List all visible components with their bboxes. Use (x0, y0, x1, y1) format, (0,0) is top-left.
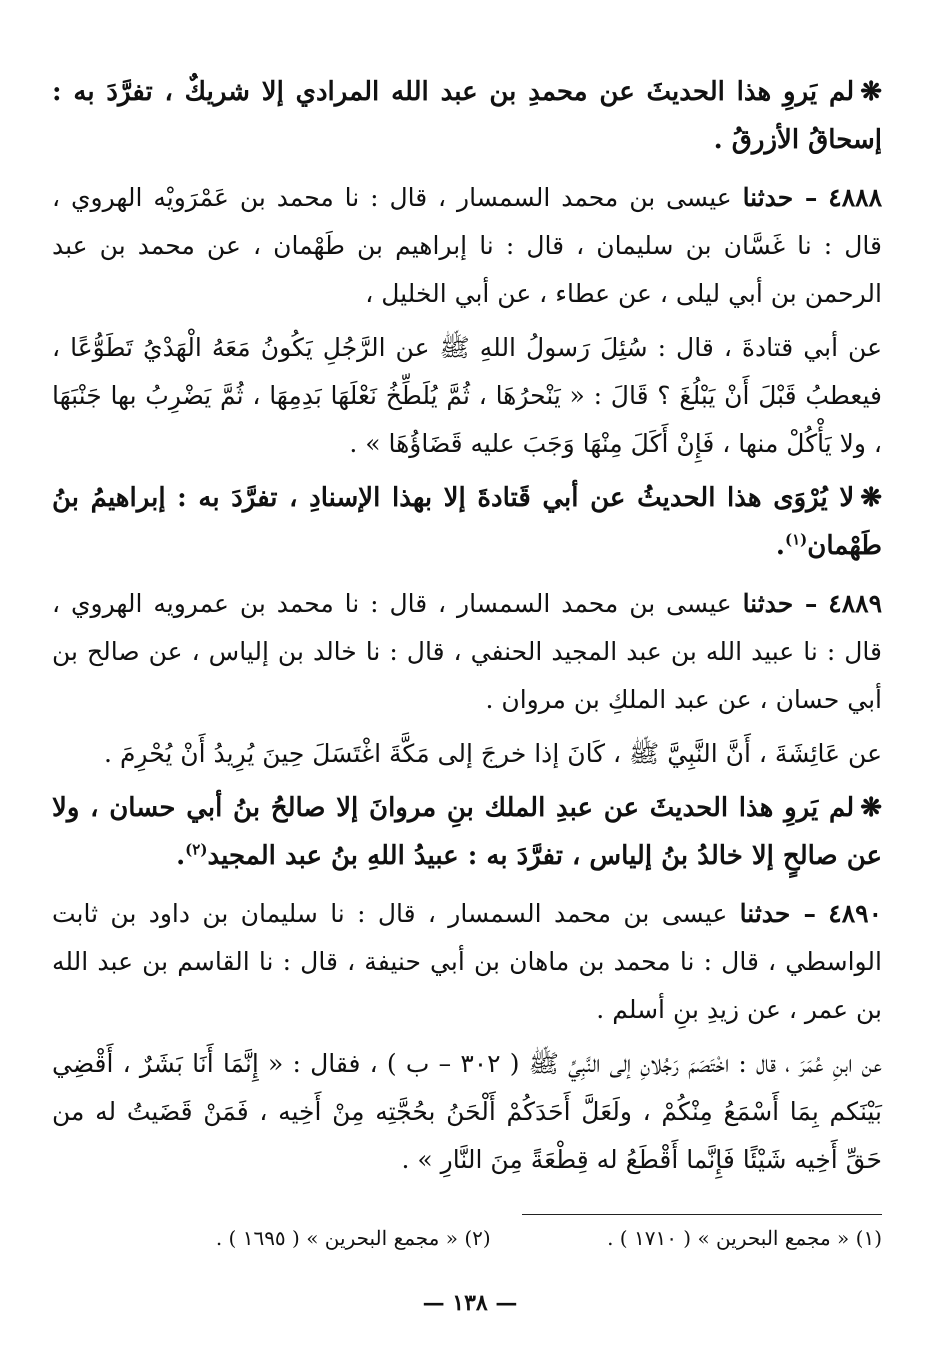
hadith-label: – حدثنا (742, 589, 818, 618)
page-number: — ١٣٨ — (422, 1290, 518, 1316)
footnote-number: (١) (855, 1226, 882, 1250)
matn-text: عن أبي قتادةَ ، قال : سُئِلَ رَسولُ اللهِ ﷺ عن الرَّجُلِ يَكُونُ مَعَهُ الْهَدْيُ تَطَوُّعًا ، فيعطبُ قَبْلَ أَنْ يَبْلُغَ ؟ قَالَ : « يَنْحرُهَا ، ثُمَّ يُلَطِّخُ نَعْلَهَا بَدِمِهَا ، ثُمَّ يَضْرِبُ بها جَنْبَهَا ، ولا يَأْكُلْ منها ، فَإِنْ أَكَلَ مِنْهَا وَجَبَ عليه قَضَاؤُهَا » . (52, 333, 882, 458)
star-icon: ❋ (860, 793, 882, 823)
note-paragraph-2 (52, 474, 882, 570)
star-icon: ❋ (860, 483, 882, 513)
footnote-text: « مجمع البحرين » ( ١٧١٠ ) . (607, 1226, 850, 1250)
hadith-label: – حدثنا (739, 899, 816, 928)
footnote-2 (216, 1222, 491, 1254)
note-text: لم يَروِ هذا الحديثَ عن عبدِ الملك بنِ مروانَ إلا صالحُ بنُ أبي حسان ، ولا عن صالحٍ إلا خالدُ بنُ إلياس ، تفرَّدَ به : عبيدُ اللهِ بنُ عبد المجيد (52, 793, 882, 871)
note-paragraph-3 (52, 784, 882, 880)
footnote-divider (522, 1214, 882, 1215)
note-text: لم يَروِ هذا الحديثَ عن محمدِ بن عبد الله المرادي إلا شريكٌ ، تفرَّدَ به : إسحاقُ الأزرقُ . (52, 77, 882, 155)
isnad-text: عيسى بن محمد السمسار ، قال : نا محمد بن عمرويه الهروي ، قال : نا عبيد الله بن عبد المجيد الحنفي ، قال : نا خالد بن إلياس ، عن صالح بن أبي حسان ، عن عبد الملكِ بن مروان . (52, 589, 882, 714)
hadith-4890-chain (52, 890, 882, 1034)
footnote-1 (607, 1222, 882, 1254)
hadith-number: ٤٨٩٠ (828, 899, 883, 928)
matn-text: عن ابنِ عُمَرَ ، قال : اخْتَصَمَ رَجُلانِ إلى النَّبِيِّ ﷺ ( ٣٠٢ – ب ) ، فقال : « إِنَّمَا أَنَا بَشَرٌ ، أَقْضِي بَيْنَكم بِمَا أَسْمَعُ مِنْكُمْ ، ولَعَلَّ أَحَدَكُمْ أَلْحَنُ بحُجَّتِه مِنْ أَخِيه ، فَمَنْ قَضَيتُ له من حَقِّ أَخِيه شَيْئًا فَإِنَّما أَقْطَعُ له قِطْعَةً مِنَ النَّارِ » . (52, 1049, 882, 1174)
note-text: لا يُرْوَى هذا الحديثُ عن أبي قَتادةَ إلا بهذا الإسنادِ ، تفرَّدَ به : إبراهيمُ بنُ طَهْمان (52, 483, 882, 561)
footnote-ref: (٢) (185, 840, 208, 859)
hadith-4888-chain (52, 174, 882, 318)
footnotes (52, 1222, 882, 1254)
isnad-text: عيسى بن محمد السمسار ، قال : نا سليمان بن داود بن ثابت الواسطي ، قال : نا محمد بن ماهان بن أبي حنيفة ، قال : نا القاسم بن عبد الله بن عمر ، عن زيدِ بنِ أسلم . (52, 899, 882, 1024)
hadith-number: ٤٨٨٩ (828, 589, 883, 618)
hadith-4889-chain (52, 580, 882, 724)
footnote-number: (٢) (464, 1226, 491, 1250)
hadith-number: ٤٨٨٨ (828, 183, 883, 212)
isnad-text: عيسى بن محمد السمسار ، قال : نا محمد بن عَمْرَويْه الهروي ، قال : نا غَسَّان بن سليمان ، قال : نا إبراهيم بن طَهْمان ، عن محمد بن عبد الرحمن بن أبي ليلى ، عن عطاء ، عن أبي الخليل ، (52, 183, 882, 308)
footnote-ref: (١) (784, 530, 808, 549)
hadith-label: – حدثنا (742, 183, 818, 212)
hadith-4890-matn (52, 1040, 882, 1184)
hadith-4889-matn (52, 730, 882, 778)
note-tail: . (775, 531, 785, 561)
footnote-text: « مجمع البحرين » ( ١٦٩٥ ) . (215, 1226, 458, 1250)
note-paragraph-1 (52, 68, 882, 164)
note-tail: . (176, 841, 186, 871)
matn-text: عن عَائِشَةَ ، أَنَّ النَّبِيَّ ﷺ ، كَانَ إذا خرجَ إلى مَكَّةَ اغْتَسَلَ حِينَ يُرِيدُ أَنْ يُحْرِمَ . (104, 739, 882, 768)
hadith-4888-matn (52, 324, 882, 468)
star-icon: ❋ (860, 77, 882, 107)
